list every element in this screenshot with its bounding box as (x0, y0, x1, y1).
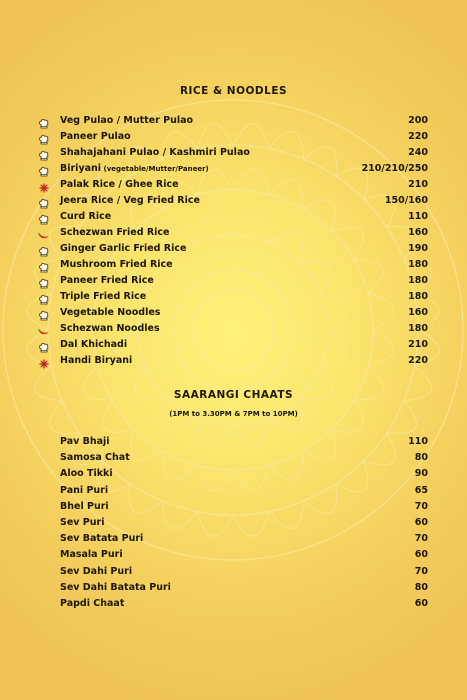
menu-item-name: Pav Bhaji (60, 436, 110, 447)
menu-item-name: Veg Pulao / Mutter Pulao (60, 115, 194, 126)
chef-hat-icon (38, 291, 50, 303)
menu-item-name: Sev Batata Puri (60, 533, 144, 545)
menu-item-price: 200 (408, 115, 428, 126)
menu-item-name: Schezwan Noodles (60, 323, 160, 334)
menu-item (0, 484, 467, 500)
menu-item-price: 210 (408, 179, 428, 190)
menu-item-price: 150/160 (384, 195, 428, 206)
menu-item (0, 565, 467, 581)
menu-item (0, 322, 467, 338)
menu-item-name: Samosa Chat (60, 452, 130, 464)
chili-icon (38, 323, 50, 335)
chef-hat-icon (38, 147, 50, 159)
menu-item (0, 532, 467, 548)
menu-item-price: 220 (408, 355, 428, 366)
star-burst-icon (38, 355, 50, 367)
menu-item-price: 180 (408, 323, 428, 334)
chef-hat-icon (38, 163, 50, 175)
menu-item-name: Vegetable Noodles (60, 307, 161, 318)
menu-item-price: 180 (408, 291, 428, 302)
chef-hat-icon (38, 195, 50, 207)
menu-item-note: (vegetable/Mutter/Paneer) (101, 165, 209, 173)
chaats-timing: (1PM to 3.30PM & 7PM to 10PM) (169, 410, 298, 418)
menu-item-name: Ginger Garlic Fried Rice (60, 243, 187, 254)
menu-item (0, 338, 467, 354)
menu-item (0, 597, 467, 613)
menu-item-name: Sev Puri (60, 517, 105, 528)
menu-item (0, 258, 467, 274)
chef-hat-icon (38, 243, 50, 255)
menu-item-name: Handi Biryani (60, 355, 133, 366)
menu-item-price: 80 (414, 452, 428, 464)
menu-item-price: 70 (414, 533, 428, 545)
menu-item-price: 190 (408, 243, 428, 254)
menu-item-price: 110 (408, 211, 428, 222)
menu-item-price: 60 (414, 598, 428, 609)
menu-item (0, 242, 467, 258)
menu-item-price: 180 (408, 275, 428, 286)
menu-item (0, 146, 467, 162)
menu-item (0, 178, 467, 194)
chef-hat-icon (38, 211, 50, 223)
section-title-rice-noodles: RICE & NOODLES (179, 85, 288, 97)
menu-item-name: Mushroom Fried Rice (60, 259, 173, 270)
chef-hat-icon (38, 275, 50, 287)
menu-item-price: 160 (408, 307, 428, 318)
menu-item (0, 516, 467, 532)
menu-item (0, 467, 467, 483)
menu-item-name: Triple Fried Rice (60, 291, 147, 302)
menu-item-price: 210/210/250 (361, 163, 428, 174)
menu-item-name: Dal Khichadi (60, 339, 128, 350)
menu-item (0, 130, 467, 146)
chef-hat-icon (38, 307, 50, 319)
menu-item-price: 60 (414, 549, 428, 561)
menu-item (0, 194, 467, 210)
menu-item-name: Aloo Tikki (60, 468, 113, 480)
menu-item (0, 500, 467, 516)
menu-item (0, 290, 467, 306)
menu-item-name: Paneer Pulao (60, 131, 131, 142)
section-title-chaats: SAARANGI CHAATS (173, 389, 294, 401)
chef-hat-icon (38, 259, 50, 271)
menu-item-price: 210 (408, 339, 428, 350)
menu-item (0, 354, 467, 370)
menu-item-price: 160 (408, 227, 428, 238)
menu-item (0, 114, 467, 130)
menu-item-name: Jeera Rice / Veg Fried Rice (60, 195, 200, 206)
menu-item-price: 180 (408, 259, 428, 270)
menu-item-price: 220 (408, 131, 428, 142)
menu-item-name: Paneer Fried Rice (60, 275, 154, 286)
menu-item (0, 548, 467, 564)
chef-hat-icon (38, 131, 50, 143)
menu-item-price: 110 (408, 436, 428, 447)
menu-item-name: Shahajahani Pulao / Kashmiri Pulao (60, 147, 250, 158)
menu-item (0, 162, 467, 178)
menu-item-price: 240 (408, 147, 428, 158)
menu-item-name: Bhel Puri (60, 500, 109, 512)
menu-item-name: Palak Rice / Ghee Rice (60, 179, 179, 190)
menu-item-name: Curd Rice (60, 211, 112, 222)
menu-item-name: Masala Puri (60, 549, 123, 561)
menu-item (0, 581, 467, 597)
menu-item-name: Sev Dahi Batata Puri (60, 581, 171, 593)
chef-hat-icon (38, 339, 50, 351)
menu-item (0, 435, 467, 451)
menu-item-price: 70 (414, 565, 428, 577)
menu-item-price: 60 (414, 517, 428, 528)
menu-item (0, 451, 467, 467)
star-burst-icon (38, 179, 50, 191)
chef-hat-icon (38, 115, 50, 127)
menu-item-price: 90 (414, 468, 428, 480)
menu-item-name: Schezwan Fried Rice (60, 227, 170, 238)
menu-item (0, 274, 467, 290)
chili-icon (38, 227, 50, 239)
menu-item-name: Pani Puri (60, 484, 109, 496)
menu-item-price: 70 (414, 500, 428, 512)
menu-item (0, 210, 467, 226)
menu-item-name: Sev Dahi Puri (60, 565, 133, 577)
menu-item-price: 80 (414, 581, 428, 593)
menu-item-name: Biriyani (vegetable/Mutter/Paneer) (60, 163, 209, 174)
menu-item-price: 65 (414, 484, 428, 496)
menu-item-name: Papdi Chaat (60, 598, 125, 609)
menu-item (0, 226, 467, 242)
menu-item (0, 306, 467, 322)
